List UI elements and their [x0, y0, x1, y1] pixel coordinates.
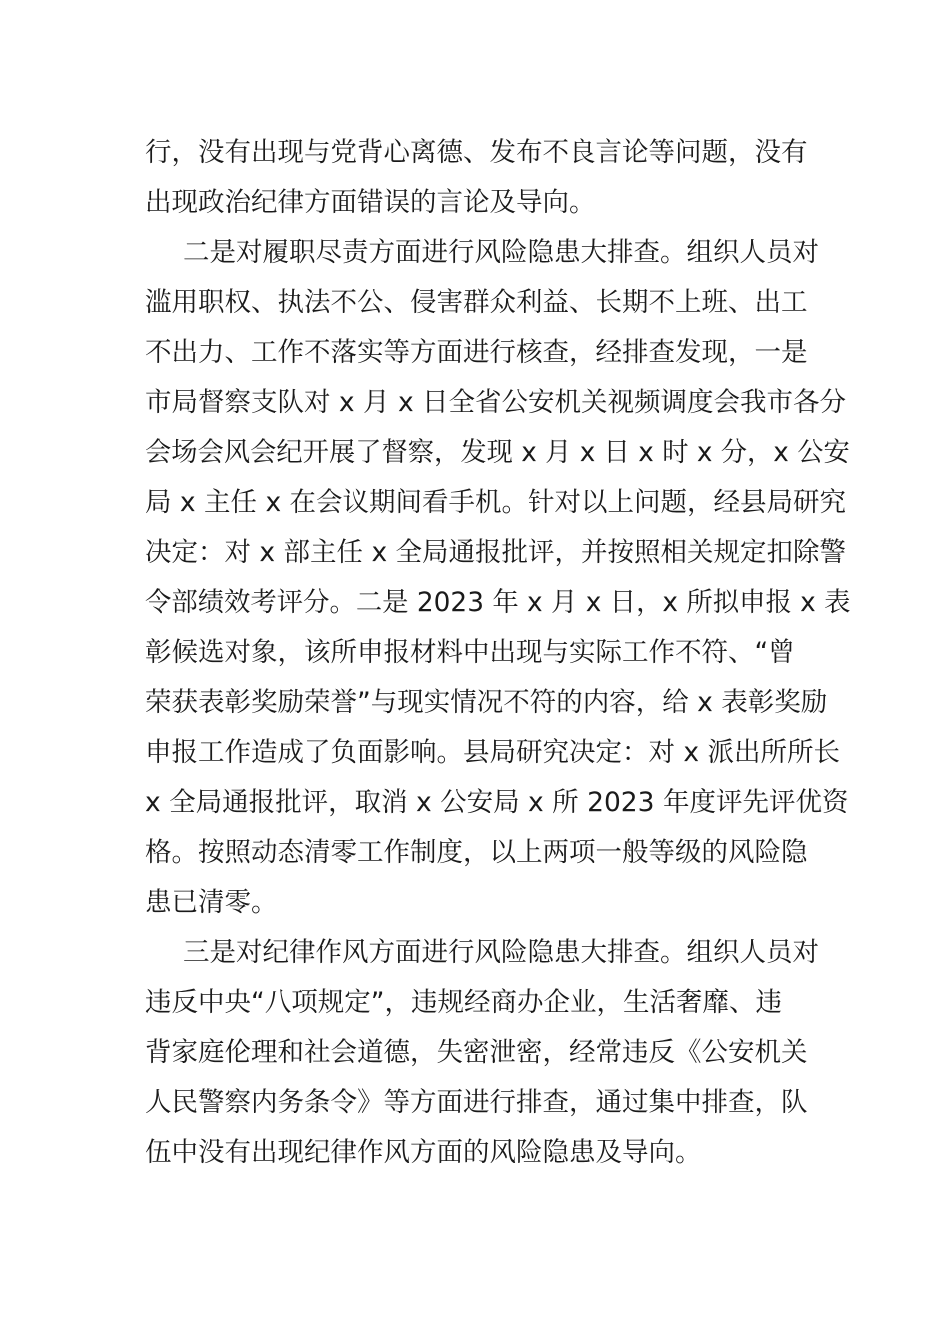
- paragraph-3-line-5: 伍中没有出现纪律作风方面的风险隐患及导向。: [145, 1137, 702, 1168]
- paragraph-2-line-12: x 全局通报批评，取消 x 公安局 x 所 2023 年度评先评优资: [145, 787, 849, 818]
- paragraph-3-line-2: 违反中央“八项规定”，违规经商办企业，生活奢靡、违: [145, 987, 782, 1018]
- paragraph-2-line-10: 荣获表彰奖励荣誉”与现实情况不符的内容，给 x 表彰奖励: [145, 687, 828, 718]
- paragraph-3-line-3: 背家庭伦理和社会道德，失密泄密，经常违反《公安机关: [145, 1037, 808, 1068]
- paragraph-2-line-14: 患已清零。: [145, 887, 278, 918]
- paragraph-2-line-7: 决定：对 x 部主任 x 全局通报批评，并按照相关规定扣除警: [145, 537, 847, 568]
- paragraph-2-line-3: 不出力、工作不落实等方面进行核查，经排查发现，一是: [145, 337, 808, 368]
- paragraph-2-line-8: 令部绩效考评分。二是 2023 年 x 月 x 日，x 所拟申报 x 表: [145, 587, 851, 618]
- paragraph-2-line-6: 局 x 主任 x 在会议期间看手机。针对以上问题，经县局研究: [145, 487, 847, 518]
- paragraph-2-line-5: 会场会风会纪开展了督察，发现 x 月 x 日 x 时 x 分，x 公安: [145, 437, 850, 468]
- paragraph-1-line-2: 出现政治纪律方面错误的言论及导向。: [145, 187, 596, 218]
- paragraph-3-line-4: 人民警察内务条令》等方面进行排查，通过集中排查，队: [145, 1087, 808, 1118]
- paragraph-1-line-1: 行，没有出现与党背心离德、发布不良言论等问题，没有: [145, 137, 808, 168]
- paragraph-2-line-2: 滥用职权、执法不公、侵害群众利益、长期不上班、出工: [145, 287, 808, 318]
- paragraph-2-line-1: 二是对履职尽责方面进行风险隐患大排查。组织人员对: [183, 237, 819, 268]
- paragraph-2-line-11: 申报工作造成了负面影响。县局研究决定：对 x 派出所所长: [145, 737, 841, 768]
- paragraph-3-line-1: 三是对纪律作风方面进行风险隐患大排查。组织人员对: [183, 937, 819, 968]
- paragraph-2-line-9: 彰候选对象，该所申报材料中出现与实际工作不符、“曾: [145, 637, 795, 668]
- paragraph-2-line-13: 格。按照动态清零工作制度，以上两项一般等级的风险隐: [145, 837, 808, 868]
- paragraph-2-line-4: 市局督察支队对 x 月 x 日全省公安机关视频调度会我市各分: [145, 387, 847, 418]
